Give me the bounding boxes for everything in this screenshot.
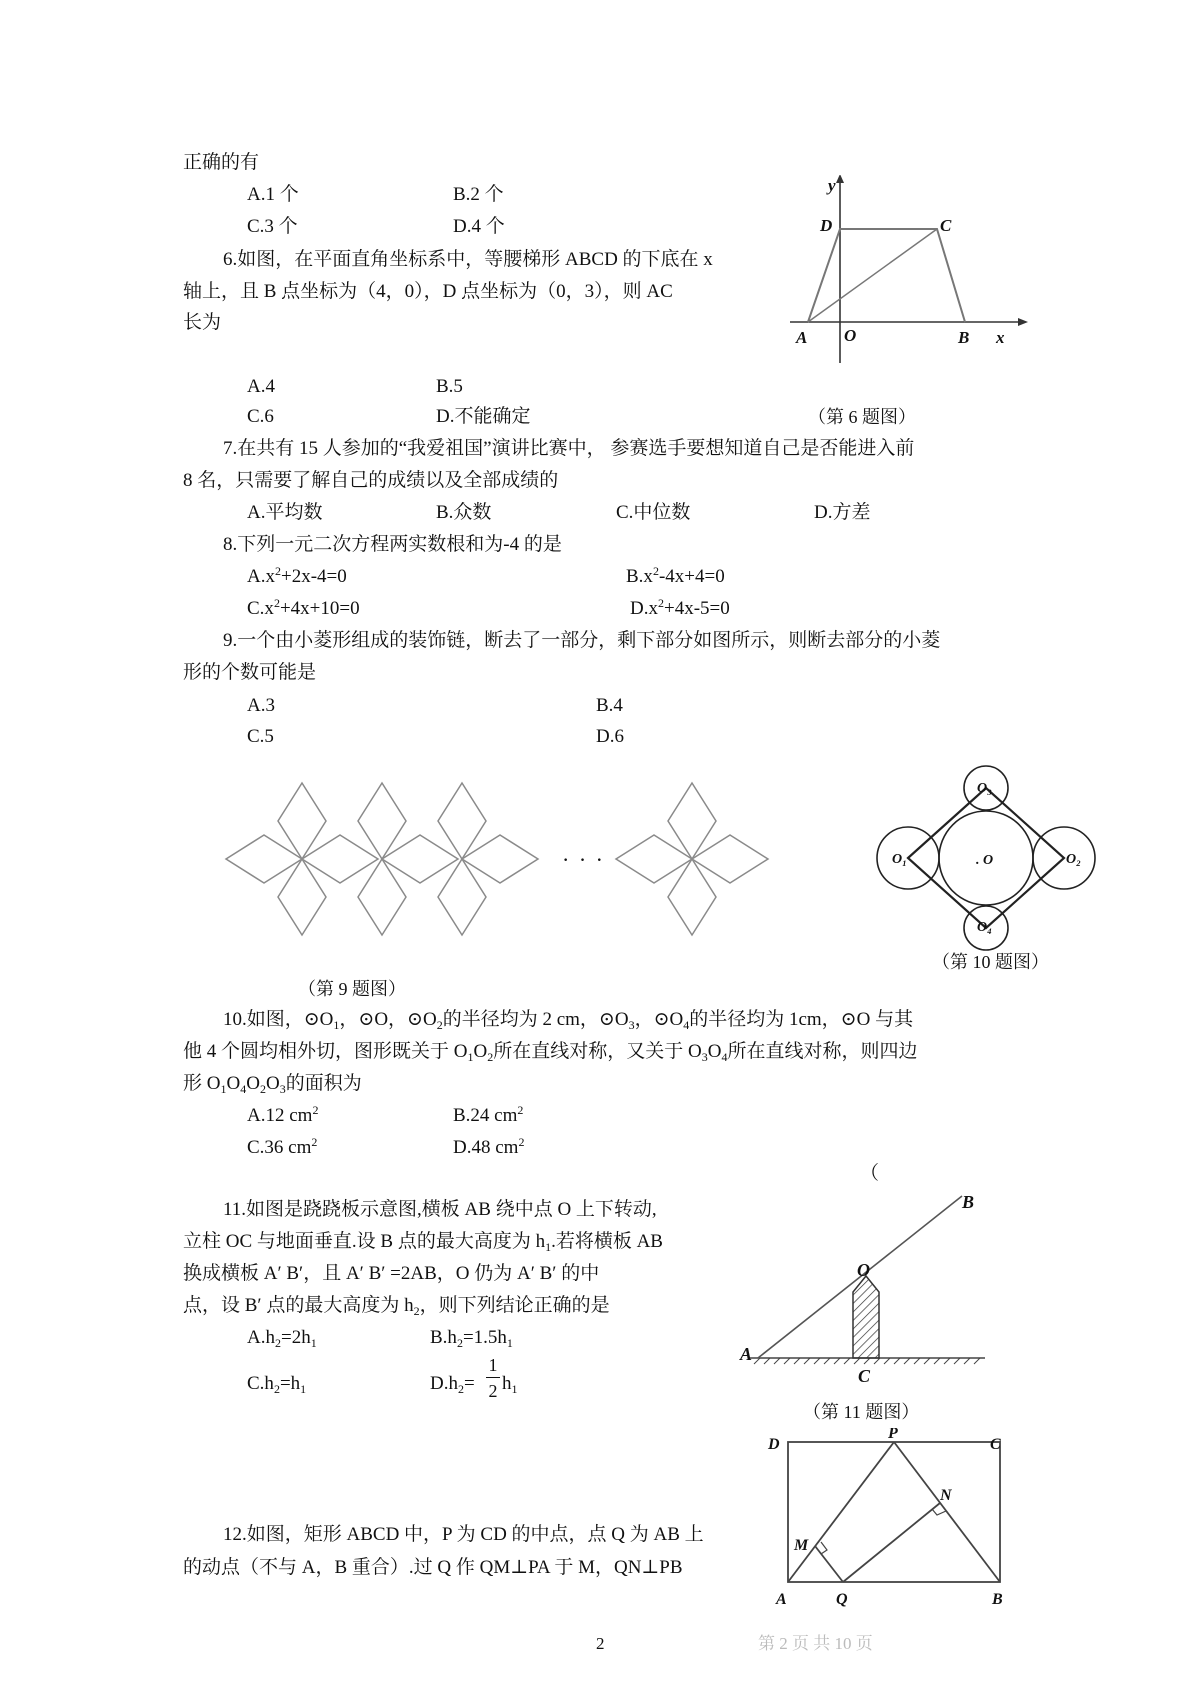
q10-figure-caption: （第 10 题图） — [932, 952, 1049, 972]
q12-label-n: N — [940, 1487, 952, 1504]
q6-label-x: x — [996, 328, 1005, 347]
q11-option-d: $D.h_2=$ — [430, 1373, 475, 1396]
q12-label-b: B — [992, 1591, 1003, 1608]
q8-stem: 8.下列一元二次方程两实数根和为-4 的是 — [223, 534, 562, 555]
q6-label-y: y — [828, 176, 836, 195]
q12-stem-line1: 12.如图，矩形 ABCD 中，P 为 CD 的中点，点 Q 为 AB 上 — [223, 1524, 704, 1545]
q6-label-c: C — [940, 216, 952, 235]
q6-option-b: B.5 — [436, 376, 463, 397]
pillar-oc — [853, 1276, 879, 1358]
ground-hatching — [754, 1358, 980, 1364]
q6-figure-caption: （第 6 题图） — [808, 407, 916, 427]
q12-label-a: A — [776, 1591, 787, 1608]
q5-option-c: C.3 个 — [247, 216, 298, 237]
q7-stem-line1: 7.在共有 15 人参加的“我爱祖国”演讲比赛中， 参赛选手要想知道自己是否能进入前 — [223, 438, 915, 459]
q7-option-d: D.方差 — [814, 502, 871, 523]
q11-fraction-denominator: 2 — [488, 1381, 498, 1401]
q6-figure — [790, 175, 1030, 365]
q10-label-o4: O₄ — [977, 920, 992, 935]
q10-option-b: B.24 $cm^2$ — [453, 1103, 524, 1126]
q9-figure-caption: （第 9 题图） — [298, 979, 406, 999]
q11-fraction-numerator: 1 — [488, 1355, 498, 1375]
q7-stem-line2: 8 名，只需要了解自己的成绩以及全部成绩的 — [183, 470, 559, 491]
q12-stem-line2: 的动点（不与 A，B 重合）.过 Q 作 QM⊥PA 于 M，QN⊥PB — [183, 1557, 683, 1578]
y-axis-arrow — [836, 175, 844, 183]
q5-option-a: A.1 个 — [247, 184, 299, 205]
q11-fraction-bar — [486, 1377, 500, 1378]
q11-stem-line3: 换成横板 A′ B′，且 A′ B′ =2AB，O 仍为 A′ B′ 的中 — [183, 1263, 600, 1284]
q12-figure — [760, 1428, 1010, 1608]
q10-label-o2: O₂ — [1066, 852, 1081, 867]
q11-label-o: O — [857, 1260, 870, 1280]
q9-stem-line2: 形的个数可能是 — [183, 662, 317, 683]
x-axis-arrow — [1018, 318, 1028, 326]
q11-option-a: $A.h_2=2h_1$ — [247, 1327, 317, 1350]
right-angle-m — [821, 1542, 827, 1554]
q11-label-c: C — [858, 1366, 871, 1385]
q11-stem-line4: 点，设 B′ 点的最大高度为 $h_2$，则下列结论正确的是 — [183, 1295, 610, 1318]
right-angle-n — [932, 1509, 946, 1515]
q12-label-q: Q — [836, 1591, 848, 1608]
q5-option-d: D.4 个 — [453, 216, 505, 237]
q11-stem-line1: 11.如图是跷跷板示意图,横板 AB 绕中点 O 上下转动, — [223, 1199, 657, 1220]
segment-ac — [808, 229, 937, 322]
q11-label-b: B — [962, 1192, 975, 1212]
q10-option-d: D.48 $cm^2$ — [453, 1135, 525, 1158]
rhombus-flower-1 — [226, 783, 378, 935]
segment-qm — [815, 1546, 843, 1582]
q10-label-o: . O — [976, 853, 994, 868]
q5-option-b: B.2 个 — [453, 184, 504, 205]
q10-stem-line1: 10.如图，$⊙O_1$，⊙O，$⊙O_2$的半径均为 2 cm，$⊙O_3$，$⊙O_4$的半径均为 1cm，⊙O 与其 — [223, 1009, 914, 1032]
q5-tail: 正确的有 — [183, 152, 260, 173]
q9-stem-line1: 9.一个由小菱形组成的装饰链，断去了一部分，剩下部分如图所示，则断去部分的小菱 — [223, 630, 941, 651]
q6-label-a: A — [796, 328, 808, 347]
q11-figure-caption: （第 11 题图） — [803, 1402, 920, 1422]
stray-parenthesis: （ — [860, 1163, 880, 1184]
q10-option-a: A.12 $cm^2$ — [247, 1103, 319, 1126]
q10-stem-line2: 他 4 个圆均相外切，图形既关于 $O_1O_2$所在直线对称，又关于 $O_3O_4$所在直线对称，则四边 — [183, 1041, 918, 1064]
q6-label-d: D — [820, 216, 833, 235]
q6-option-d: D.不能确定 — [436, 406, 531, 427]
q6-stem-line3: 长为 — [183, 312, 222, 333]
q11-option-b: $B.h_2=1.5h_1$ — [430, 1327, 513, 1350]
faded-page-footer: 第 2 页 共 10 页 — [758, 1634, 873, 1653]
rhombus-flower-2 — [358, 783, 458, 935]
page-number: 2 — [596, 1634, 605, 1653]
q6-option-c: C.6 — [247, 406, 274, 427]
q11-stem-line2: 立柱 OC 与地面垂直.设 B 点的最大高度为 $h_1$.若将横板 AB — [183, 1231, 663, 1254]
trapezoid-abcd — [808, 229, 965, 322]
q9-option-a: A.3 — [247, 695, 275, 716]
q11-figure — [730, 1180, 1000, 1385]
rectangle-abcd — [788, 1442, 1000, 1582]
q6-stem-line2: 轴上，且 B 点坐标为（4，0），D 点坐标为（0，3），则 AC — [183, 281, 673, 302]
segment-qn — [843, 1503, 940, 1582]
q7-option-b: B.众数 — [436, 502, 492, 523]
q10-stem-line3: 形 $O_1O_4O_2O_3$的面积为 — [183, 1073, 362, 1096]
q12-label-d: D — [768, 1436, 780, 1453]
q8-option-d: $D.x^2+4x-5=0$ — [630, 596, 730, 619]
q10-figure — [876, 765, 1096, 951]
q12-label-m: M — [794, 1537, 809, 1554]
q10-label-o3: O₃ — [977, 781, 992, 796]
q6-label-o: O — [844, 326, 857, 345]
q6-label-b: B — [958, 328, 970, 347]
q9-figure — [220, 775, 550, 945]
segment-pa — [788, 1442, 894, 1582]
q12-label-p: P — [888, 1428, 898, 1442]
q9-option-c: C.5 — [247, 726, 274, 747]
q9-ellipsis: · · · — [562, 847, 605, 872]
q8-option-a: $A.x^2+2x-4=0$ — [247, 564, 347, 587]
q7-option-a: A.平均数 — [247, 502, 323, 523]
q11-label-a: A — [740, 1344, 753, 1364]
q11-option-d-tail: $h_1$ — [502, 1373, 518, 1396]
q9-option-d: D.6 — [596, 726, 624, 747]
q8-option-b: $B.x^2-4x+4=0$ — [626, 564, 725, 587]
segment-pb — [894, 1442, 1000, 1582]
q12-label-c: C — [990, 1436, 1001, 1453]
q10-option-c: C.36 $cm^2$ — [247, 1135, 318, 1158]
q6-option-a: A.4 — [247, 376, 275, 397]
q11-option-c: $C.h_2=h_1$ — [247, 1373, 307, 1396]
q6-stem-line1: 6.如图，在平面直角坐标系中，等腰梯形 ABCD 的下底在 x — [223, 249, 713, 270]
q10-label-o1: O₁ — [892, 852, 907, 867]
q9-option-b: B.4 — [596, 695, 623, 716]
rhombus-flower-3 — [438, 783, 538, 935]
q9-figure-right — [614, 775, 774, 945]
q7-option-c: C.中位数 — [616, 502, 691, 523]
q8-option-c: $C.x^2+4x+10=0$ — [247, 596, 360, 619]
